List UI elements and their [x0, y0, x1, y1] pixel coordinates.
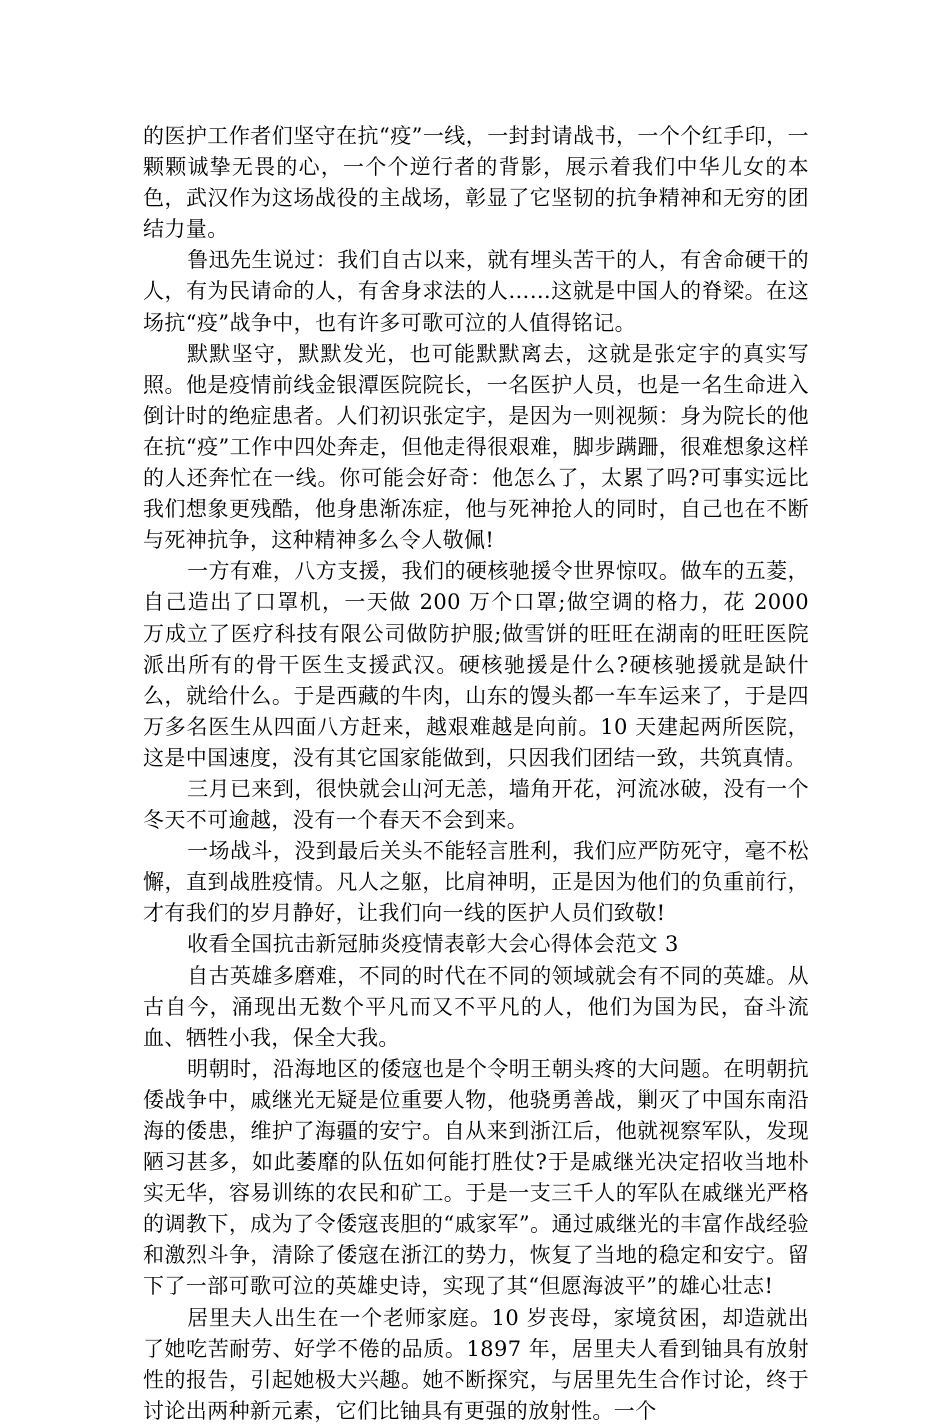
paragraph-qi-jiguang: 明朝时，沿海地区的倭寇也是个令明王朝头疼的大问题。在明朝抗倭战争中，戚继光无疑是位重要人物，他骁勇善战，剿灭了中国东南沿海的倭患，维护了海疆的安宁。自从来到浙江后，他就视察军队，发现陋习甚多，如此萎靡的队伍如何能打胜仗?于是戚继光决定招收当地朴实无华，容易训练的农民和矿工。于是一支三千人的军队在戚继光严格的调教下，成为了令倭寇丧胆的“戚家军”。通过戚继光的丰富作战经验和激烈斗争，清除了倭寇在浙江的势力，恢复了当地的稳定和安宁。留下了一部可歌可泣的英雄史诗，实现了其“但愿海波平”的雄心壮志!	[143, 1056, 809, 1299]
paragraph-medical-workers: 的医护工作者们坚守在抗“疫”一线，一封封请战书，一个个红手印，一颗颗诚挚无畏的心，一个个逆行者的背影，展示着我们中华儿女的本色，武汉作为这场战役的主战场，彰显了它坚韧的抗争精神和无穷的团结力量。	[143, 124, 809, 242]
paragraph-lu-xun-quote: 鲁迅先生说过：我们自古以来，就有埋头苦干的人，有舍命硬干的人，有为民请命的人，有舍身求法的人……这就是中国人的脊梁。在这场抗“疫”战争中，也有许多可歌可泣的人值得铭记。	[143, 248, 809, 335]
paragraph-salute: 一场战斗，没到最后关头不能轻言胜利，我们应严防死守，毫不松懈，直到战胜疫情。凡人之躯，比肩神明，正是因为他们的负重前行，才有我们的岁月静好，让我们向一线的医护人员们致敬!	[143, 839, 809, 926]
paragraph-march: 三月已来到，很快就会山河无恙，墙角开花，河流冰破，没有一个冬天不可逾越，没有一个春天不会到来。	[143, 776, 809, 833]
paragraph-marie-curie: 居里夫人出生在一个老师家庭。10 岁丧母，家境贫困，却造就出了她吃苦耐劳、好学不倦的品质。1897 年，居里夫人看到铀具有放射性的报告，引起她极大兴趣。她不断探究，与居里先生合作讨论，终于讨论出两种新元素，它们比铀具有更强的放射性。一个	[143, 1305, 809, 1423]
paragraph-support-from-all: 一方有难，八方支援，我们的硬核驰援令世界惊叹。做车的五菱，自己造出了口罩机，一天做 200 万个口罩;做空调的格力，花 2000 万成立了医疗科技有限公司做防护服;做雪饼的旺旺在湖南的旺旺医院派出所有的骨干医生支援武汉。硬核驰援是什么?硬核驰援就是缺什么，就给什么。于是西藏的牛肉，山东的馒头都一车车运来了，于是四万多名医生从四面八方赶来，越艰难越是向前。10 天建起两所医院，这是中国速度，没有其它国家能做到，只因我们团结一致，共筑真情。	[143, 559, 809, 770]
paragraph-zhang-dingyu: 默默坚守，默默发光，也可能默默离去，这就是张定宇的真实写照。他是疫情前线金银潭医院院长，一名医护人员，也是一名生命进入倒计时的绝症患者。人们初识张定宇，是因为一则视频：身为院长的他在抗“疫”工作中四处奔走，但他走得很艰难，脚步蹒跚，很难想象这样的人还奔忙在一线。你可能会好奇：他怎么了，太累了吗?可事实远比我们想象更残酷，他身患渐冻症，他与死神抢人的同时，自己也在不断与死神抗争，这种精神多么令人敬佩!	[143, 341, 809, 553]
section-heading: 收看全国抗击新冠肺炎疫情表彰大会心得体会范文 3	[187, 932, 679, 957]
paragraph-heroes: 自古英雄多磨难，不同的时代在不同的领域就会有不同的英雄。从古自今，涌现出无数个平凡而又不平凡的人，他们为国为民，奋斗流血、牺牲小我，保全大我。	[143, 963, 809, 1050]
document-page	[143, 121, 809, 1427]
